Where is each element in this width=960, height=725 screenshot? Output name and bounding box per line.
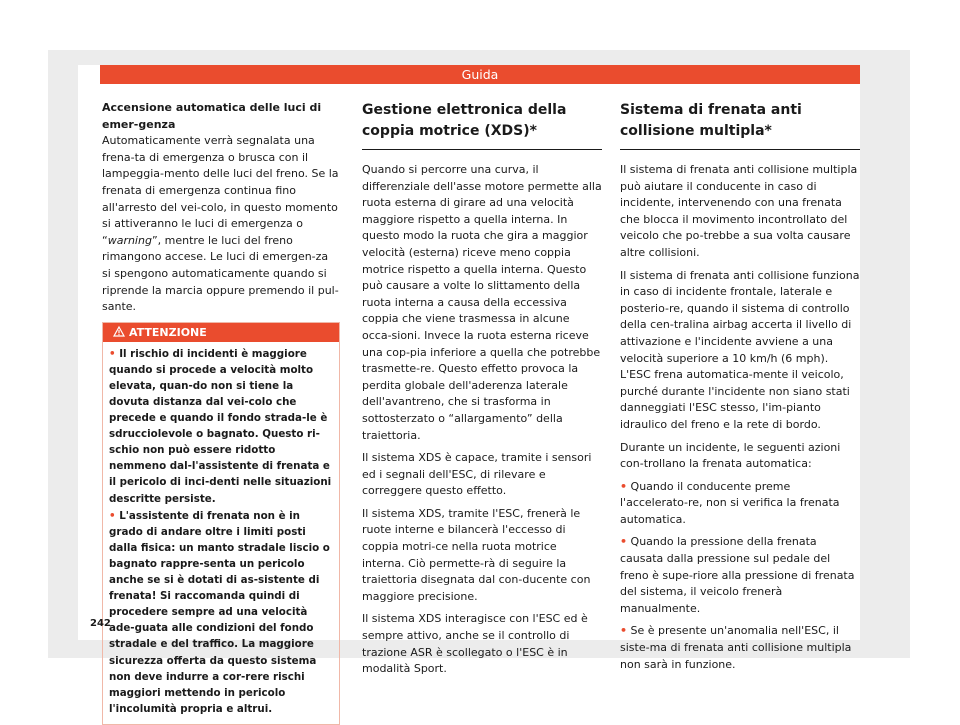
section-header: Guida: [100, 65, 860, 84]
column-3: [620, 100, 860, 679]
section-title-collision-brake: Sistema di frenata anti collisione multipla*: [620, 100, 860, 150]
page-number: 242: [90, 618, 111, 629]
body-paragraph: Il sistema XDS, tramite l'ESC, frenerà le ruote interne e bilancerà l'eccesso di coppia motri-ce nella ruota motrice interna. Ciò permette-rà di seguire la traiettoria disegnata dal con-ducente con maggiore precisione.: [362, 506, 591, 603]
warning-box: [102, 322, 340, 725]
body-paragraph: Il sistema XDS interagisce con l'ESC ed è sempre attivo, anche se il controllo di trazione ASR è scollegato o l'ESC è in modalità Sport.: [362, 612, 588, 676]
body-paragraph: Il sistema di frenata anti collisione multipla può aiutare il conducente in caso di incidente, intervenendo con una frenata che blocca il movimento incontrollato del veicolo che po-trebbe a sua volta causare altre collisioni.: [620, 163, 858, 259]
body-paragraph: Il sistema XDS è capace, tramite i sensori ed i segnali dell'ESC, di rilevare e correggere questo effetto.: [362, 451, 592, 498]
subsection-heading: Accensione automatica delle luci di emer-genza: [102, 101, 322, 131]
warning-item: • L'assistente di frenata non è in grado di andare oltre i limiti posti dalla fisica: un manto stradale liscio o bagnato rappre-senta un pericolo anche se si è dotati di as-sistente di frenata! Si raccomanda quindi di procedere sempre ad una velocità ade-guata alle condizioni del fondo stradale e del traffico. La maggiore sicurezza offerta da questo sistema non deve indurre a cor-rere rischi maggiori mettendo in pericolo l'incolumità propria e altrui.: [109, 509, 330, 715]
body-paragraph: Durante un incidente, le seguenti azioni con-trollano la frenata automatica:: [620, 440, 841, 471]
warning-label: ATTENZIONE: [129, 325, 207, 339]
bullet-item: • Se è presente un'anomalia nell'ESC, il siste-ma di frenata anti collisione multipla non sarà in funzione.: [620, 624, 852, 671]
body-paragraph: Quando si percorre una curva, il differenziale dell'asse motore permette alla ruota esterna di girare ad una velocità maggiore rispetto a quella interna. In questo modo la ruota che gira a maggior velocità (esterna) riceve meno coppia motrice rispetto a quella interna. Questo può causare a volte lo slittamento della ruota interna a causa della eccessiva coppia che viene trasmessa in alcune occa-sioni. Invece la ruota esterna riceve una cop-pia inferiore a quella che potrebbe trasmette-re. Questo effetto provoca la perdita globale dell'aderenza laterale dell'avantreno, che si trasforma in sottosterzato o “allargamento” della traiettoria.: [362, 163, 602, 442]
body-paragraph: Il sistema di frenata anti collisione funziona in caso di incidente frontale, laterale e posterio-re, quando il sistema di controllo della cen-tralina airbag accerta il livello di attivazione e l'incidente avviene a una velocità superiore a 10 km/h (6 mph). L'ESC frena automatica-mente il veicolo, purché durante l'incidente non siano stati danneggiati l'ESC stesso, l'im-pianto idraulico del freno e la rete di bordo.: [620, 268, 860, 431]
emphasis-word: warning: [107, 233, 152, 247]
column-2: [362, 100, 602, 684]
warning-item: • Il rischio di incidenti è maggiore quando si procede a velocità molto elevata, quan-do non si tiene la dovuta distanza dal vei-colo che precede e quando il fondo strada-le è sdrucciolevole o bagnato. Questo ri-schio non può essere ridotto nemmeno dal-l'assistente di frenata e il pericolo di inci-denti nelle situazioni descritte persiste.: [109, 347, 332, 505]
bullet-item: • Quando il conducente preme l'accelerato-re, non si verifica la frenata automatica.: [620, 479, 840, 526]
warning-header: [103, 323, 339, 342]
warning-triangle-icon: [113, 326, 125, 337]
body-paragraph: Automaticamente verrà segnalata una frena-ta di emergenza o brusca con il lampeggia-mento delle luci del freno. Se la frenata di emergenza continua fino all'arresto del vei-colo, in questo momento si attiveranno le luci di emergenza o “warning”, mentre le luci del freno rimangono accese. Le luci di emergen-za si spengono automaticamente quando si riprende la marcia oppure premendo il pul-sante.: [102, 134, 339, 314]
bullet-item: • Quando la pressione della frenata causata dalla pressione sul pedale del freno è supe-riore alla pressione di frenata del sistema, il veicolo frenerà manualmente.: [620, 535, 855, 615]
column-1: [102, 100, 340, 725]
section-title-xds: Gestione elettronica della coppia motrice (XDS)*: [362, 100, 602, 150]
